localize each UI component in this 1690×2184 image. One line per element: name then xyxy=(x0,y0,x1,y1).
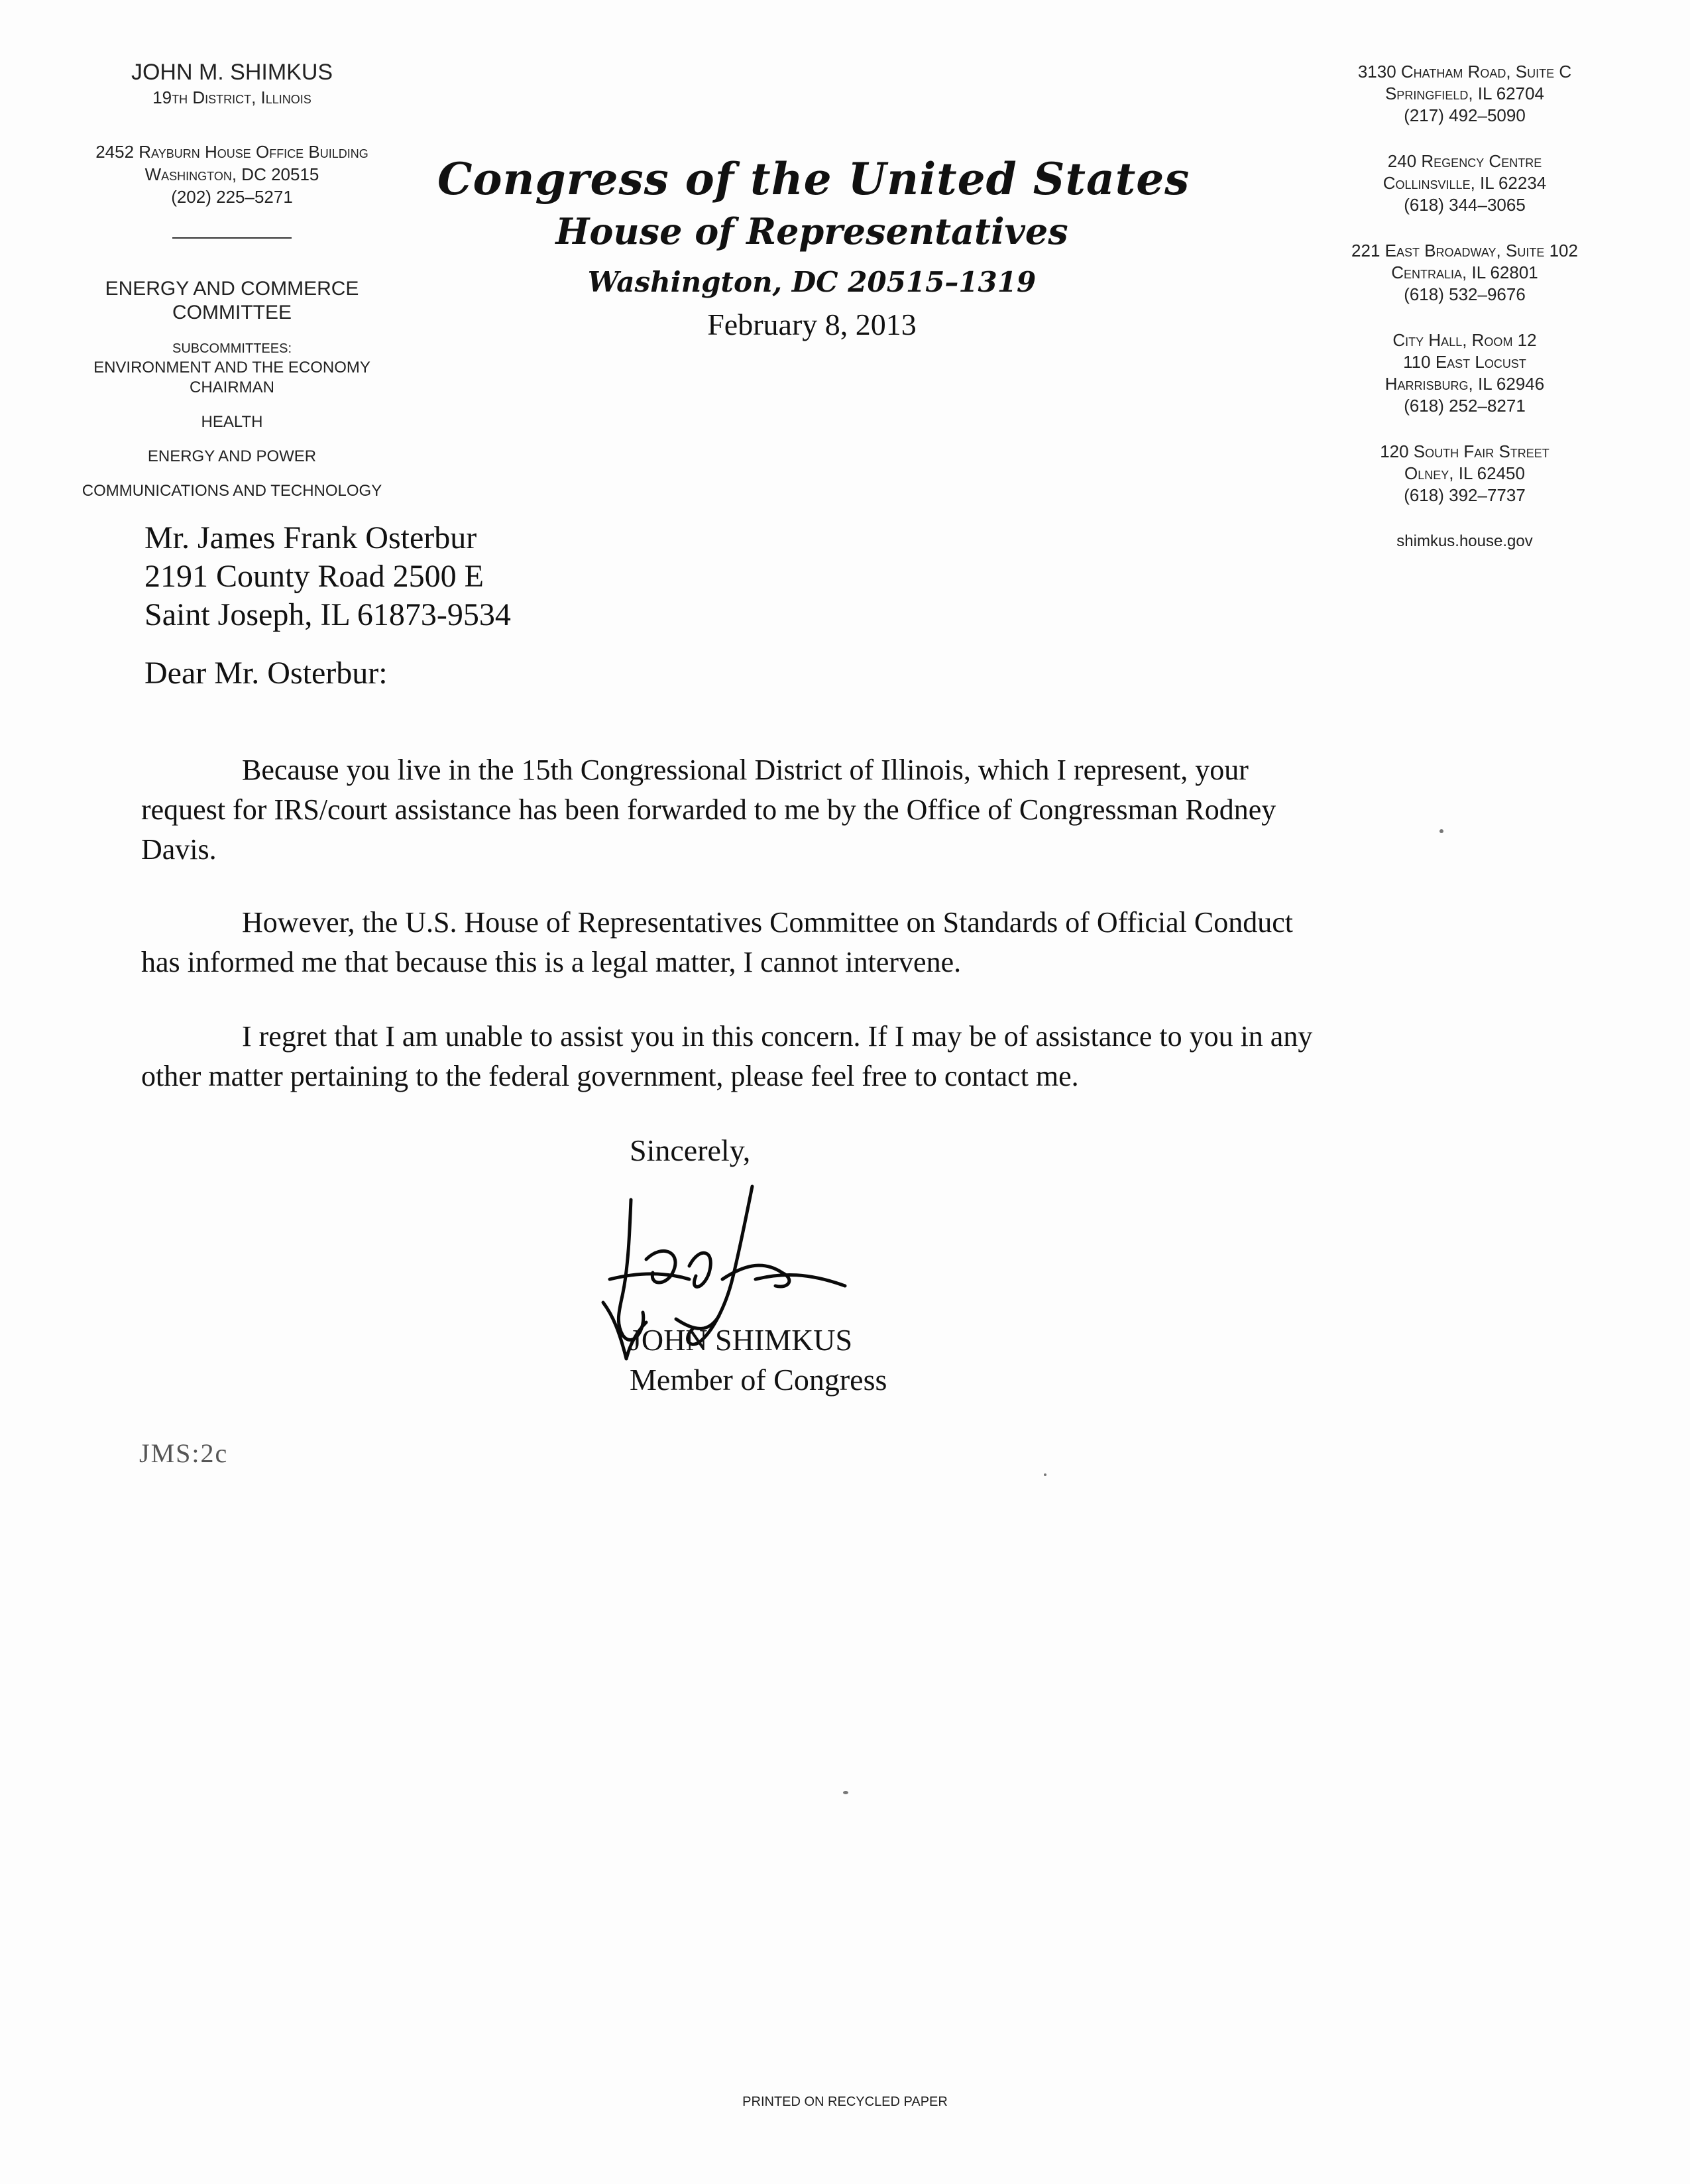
dc-office-line: 2452 Rayburn House Office Building xyxy=(95,142,368,162)
dc-office-phone: (202) 225–5271 xyxy=(171,187,293,207)
letterhead-left xyxy=(27,58,437,501)
district-office xyxy=(1259,441,1670,506)
paragraph-line: I regret that I am unable to assist you in this concern. If I may be of assistance to you in any xyxy=(242,1020,1313,1053)
reference-initials: JMS:2c xyxy=(139,1438,229,1468)
footer-note: PRINTED ON RECYCLED PAPER xyxy=(742,2095,948,2109)
office-line: Harrisburg, IL 62946 xyxy=(1384,374,1545,394)
city-line: Washington, DC 20515–1319 xyxy=(587,266,1037,298)
recipient-address xyxy=(144,519,511,634)
congress-title: Congress of the United States xyxy=(437,153,1190,205)
member-name: JOHN M. SHIMKUS xyxy=(131,60,333,85)
office-line: Olney, IL 62450 xyxy=(1404,463,1525,483)
salutation: Dear Mr. Osterbur: xyxy=(144,656,388,691)
office-line: 110 East Locust xyxy=(1403,352,1526,372)
district-office xyxy=(1259,61,1670,127)
office-line: Springfield, IL 62704 xyxy=(1384,84,1545,103)
office-line: 221 East Broadway, Suite 102 xyxy=(1351,241,1578,260)
scan-speck xyxy=(1044,1473,1046,1476)
paragraph-line: However, the U.S. House of Representatives Committee on Standards of Official Conduct xyxy=(242,906,1293,939)
body-paragraph xyxy=(141,903,1480,982)
subcommittee-role: CHAIRMAN xyxy=(189,378,274,396)
signer-title: Member of Congress xyxy=(630,1363,887,1397)
paragraph-line: Because you live in the 15th Congressional District of Illinois, which I represent, your xyxy=(242,754,1249,786)
committee-name: COMMITTEE xyxy=(172,302,292,323)
dc-office-line: Washington, DC 20515 xyxy=(144,164,319,184)
divider xyxy=(172,237,292,239)
recipient-city: Saint Joseph, IL 61873-9534 xyxy=(144,597,511,632)
subcommittee: COMMUNICATIONS AND TECHNOLOGY xyxy=(82,482,382,500)
office-line: 240 Regency Centre xyxy=(1387,151,1542,171)
paragraph-line: other matter pertaining to the federal government, please feel free to contact me. xyxy=(141,1060,1079,1092)
letterhead-right xyxy=(1259,61,1670,552)
district-office xyxy=(1259,240,1670,306)
body-paragraph xyxy=(141,1017,1480,1096)
district: 19th District, Illinois xyxy=(152,87,311,107)
office-phone: (618) 252–8271 xyxy=(1404,396,1526,416)
subcommittee: HEALTH xyxy=(201,413,263,431)
office-line: Centralia, IL 62801 xyxy=(1391,262,1538,282)
scan-speck xyxy=(843,1791,848,1794)
office-phone: (618) 532–9676 xyxy=(1404,284,1526,304)
district-office xyxy=(1259,150,1670,216)
paragraph-line: Davis. xyxy=(141,833,217,866)
office-line: 120 South Fair Street xyxy=(1380,441,1549,461)
subcommittee: ENERGY AND POWER xyxy=(147,447,317,465)
subcommittee: ENVIRONMENT AND THE ECONOMY xyxy=(93,359,370,376)
office-line: City Hall, Room 12 xyxy=(1392,330,1537,350)
signer-name: JOHN SHIMKUS xyxy=(630,1323,853,1357)
subcommittees-label: SUBCOMMITTEES: xyxy=(172,341,292,356)
letterhead-title xyxy=(437,151,1190,345)
district-office xyxy=(1259,329,1670,417)
house-title: House of Representatives xyxy=(555,210,1068,253)
website: shimkus.house.gov xyxy=(1396,532,1533,550)
office-phone: (217) 492–5090 xyxy=(1404,105,1526,125)
recipient-name: Mr. James Frank Osterbur xyxy=(144,520,477,555)
office-phone: (618) 392–7737 xyxy=(1404,485,1526,505)
scan-speck xyxy=(1439,829,1443,833)
letter-date: February 8, 2013 xyxy=(707,308,917,341)
office-line: Collinsville, IL 62234 xyxy=(1382,173,1547,193)
closing: Sincerely, xyxy=(630,1133,751,1167)
recipient-street: 2191 County Road 2500 E xyxy=(144,559,484,594)
office-line: 3130 Chatham Road, Suite C xyxy=(1357,62,1572,82)
office-phone: (618) 344–3065 xyxy=(1404,195,1526,215)
body-paragraph xyxy=(141,750,1480,870)
paragraph-line: request for IRS/court assistance has been forwarded to me by the Office of Congressman Rodney xyxy=(141,793,1276,826)
committee-name: ENERGY AND COMMERCE xyxy=(105,278,359,300)
paragraph-line: has informed me that because this is a legal matter, I cannot intervene. xyxy=(141,946,962,978)
signer-block xyxy=(630,1320,887,1400)
